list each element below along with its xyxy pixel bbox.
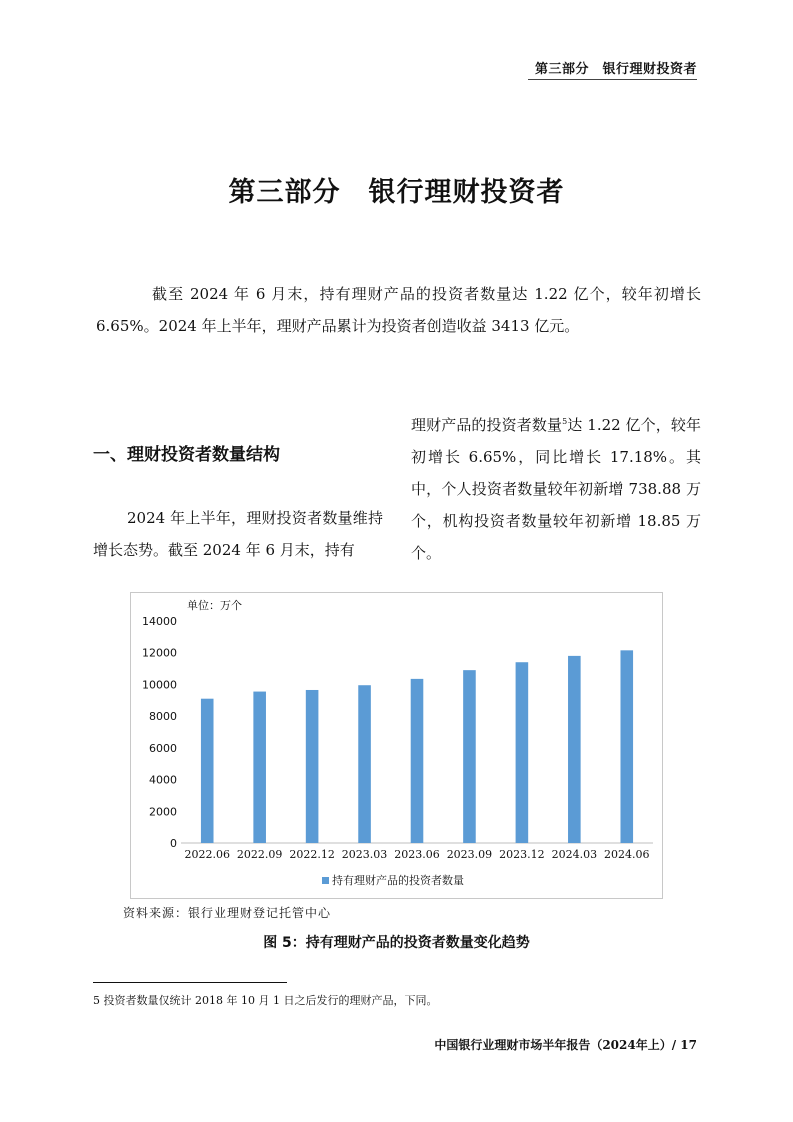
x-tick-label: 2024.03 (551, 848, 598, 861)
part-title: 第三部分 银行理财投资者 (228, 177, 565, 208)
footnote-ref[interactable]: 5 (562, 417, 568, 426)
bar-chart (130, 592, 663, 899)
right-text-end: 达 1.22 亿个，较年初增长 6.65%，同比增长 17.18%。其中，个人投资者数量较年初新增 738.88 万个，机构投资者数量较年初新增 18.85 万个。 (411, 416, 701, 562)
bar (463, 670, 476, 843)
running-header: 第三部分 银行理财投资者 (534, 62, 697, 77)
x-tick-label: 2023.12 (499, 848, 545, 861)
y-tick-label: 8000 (149, 710, 177, 724)
y-tick-label: 14000 (142, 615, 177, 628)
bar (568, 656, 581, 843)
x-tick-label: 2023.06 (394, 848, 440, 861)
chart-canvas (131, 593, 662, 898)
left-column-paragraph: 2024 年上半年，理财投资者数量维持增长态势。截至 2024 年 6 月末，持有 (93, 509, 383, 559)
x-tick-label: 2022.09 (236, 848, 283, 861)
chart-legend (322, 872, 464, 888)
page-footer: 中国银行业理财市场半年报告（2024年上）/ 17 (434, 1038, 697, 1052)
bar (516, 662, 529, 843)
chart-source: 资料来源：银行业理财登记托管中心 (123, 906, 332, 920)
x-tick-label: 2023.03 (341, 848, 388, 861)
bar (620, 650, 633, 843)
figure-caption: 图 5：持有理财产品的投资者数量变化趋势 (263, 935, 530, 951)
header-rule (528, 79, 697, 80)
y-tick-label: 2000 (149, 805, 177, 819)
section-heading: 一、理财投资者数量结构 (93, 445, 280, 465)
legend-label: 持有理财产品的投资者数量 (332, 874, 464, 887)
right-text-start: 理财产品的投资者数量 (411, 416, 563, 434)
right-column-paragraph (411, 406, 701, 569)
y-tick-label: 12000 (142, 646, 177, 660)
x-tick-label: 2022.12 (289, 848, 335, 861)
footnote-rule (93, 982, 287, 983)
x-tick-label: 2022.06 (184, 848, 230, 861)
footnote: 5 投资者数量仅统计 2018 年 10 月 1 日之后发行的理财产品，下同。 (93, 994, 438, 1007)
legend-swatch (322, 877, 329, 884)
bar (306, 690, 319, 843)
x-tick-label: 2023.09 (446, 848, 493, 861)
bar (253, 692, 266, 843)
y-tick-label: 10000 (142, 678, 177, 692)
chart-unit-label: 单位：万个 (187, 599, 242, 612)
bar (201, 699, 214, 843)
bar (358, 685, 371, 843)
y-tick-label: 0 (170, 837, 177, 850)
x-tick-label: 2024.06 (604, 848, 650, 861)
intro-paragraph: 截至 2024 年 6 月末，持有理财产品的投资者数量达 1.22 亿个，较年初增长 6.65%。2024 年上半年，理财产品累计为投资者创造收益 3413 亿元。 (96, 285, 701, 335)
y-tick-label: 4000 (149, 773, 177, 787)
y-tick-label: 6000 (149, 741, 177, 755)
bar (411, 679, 424, 843)
